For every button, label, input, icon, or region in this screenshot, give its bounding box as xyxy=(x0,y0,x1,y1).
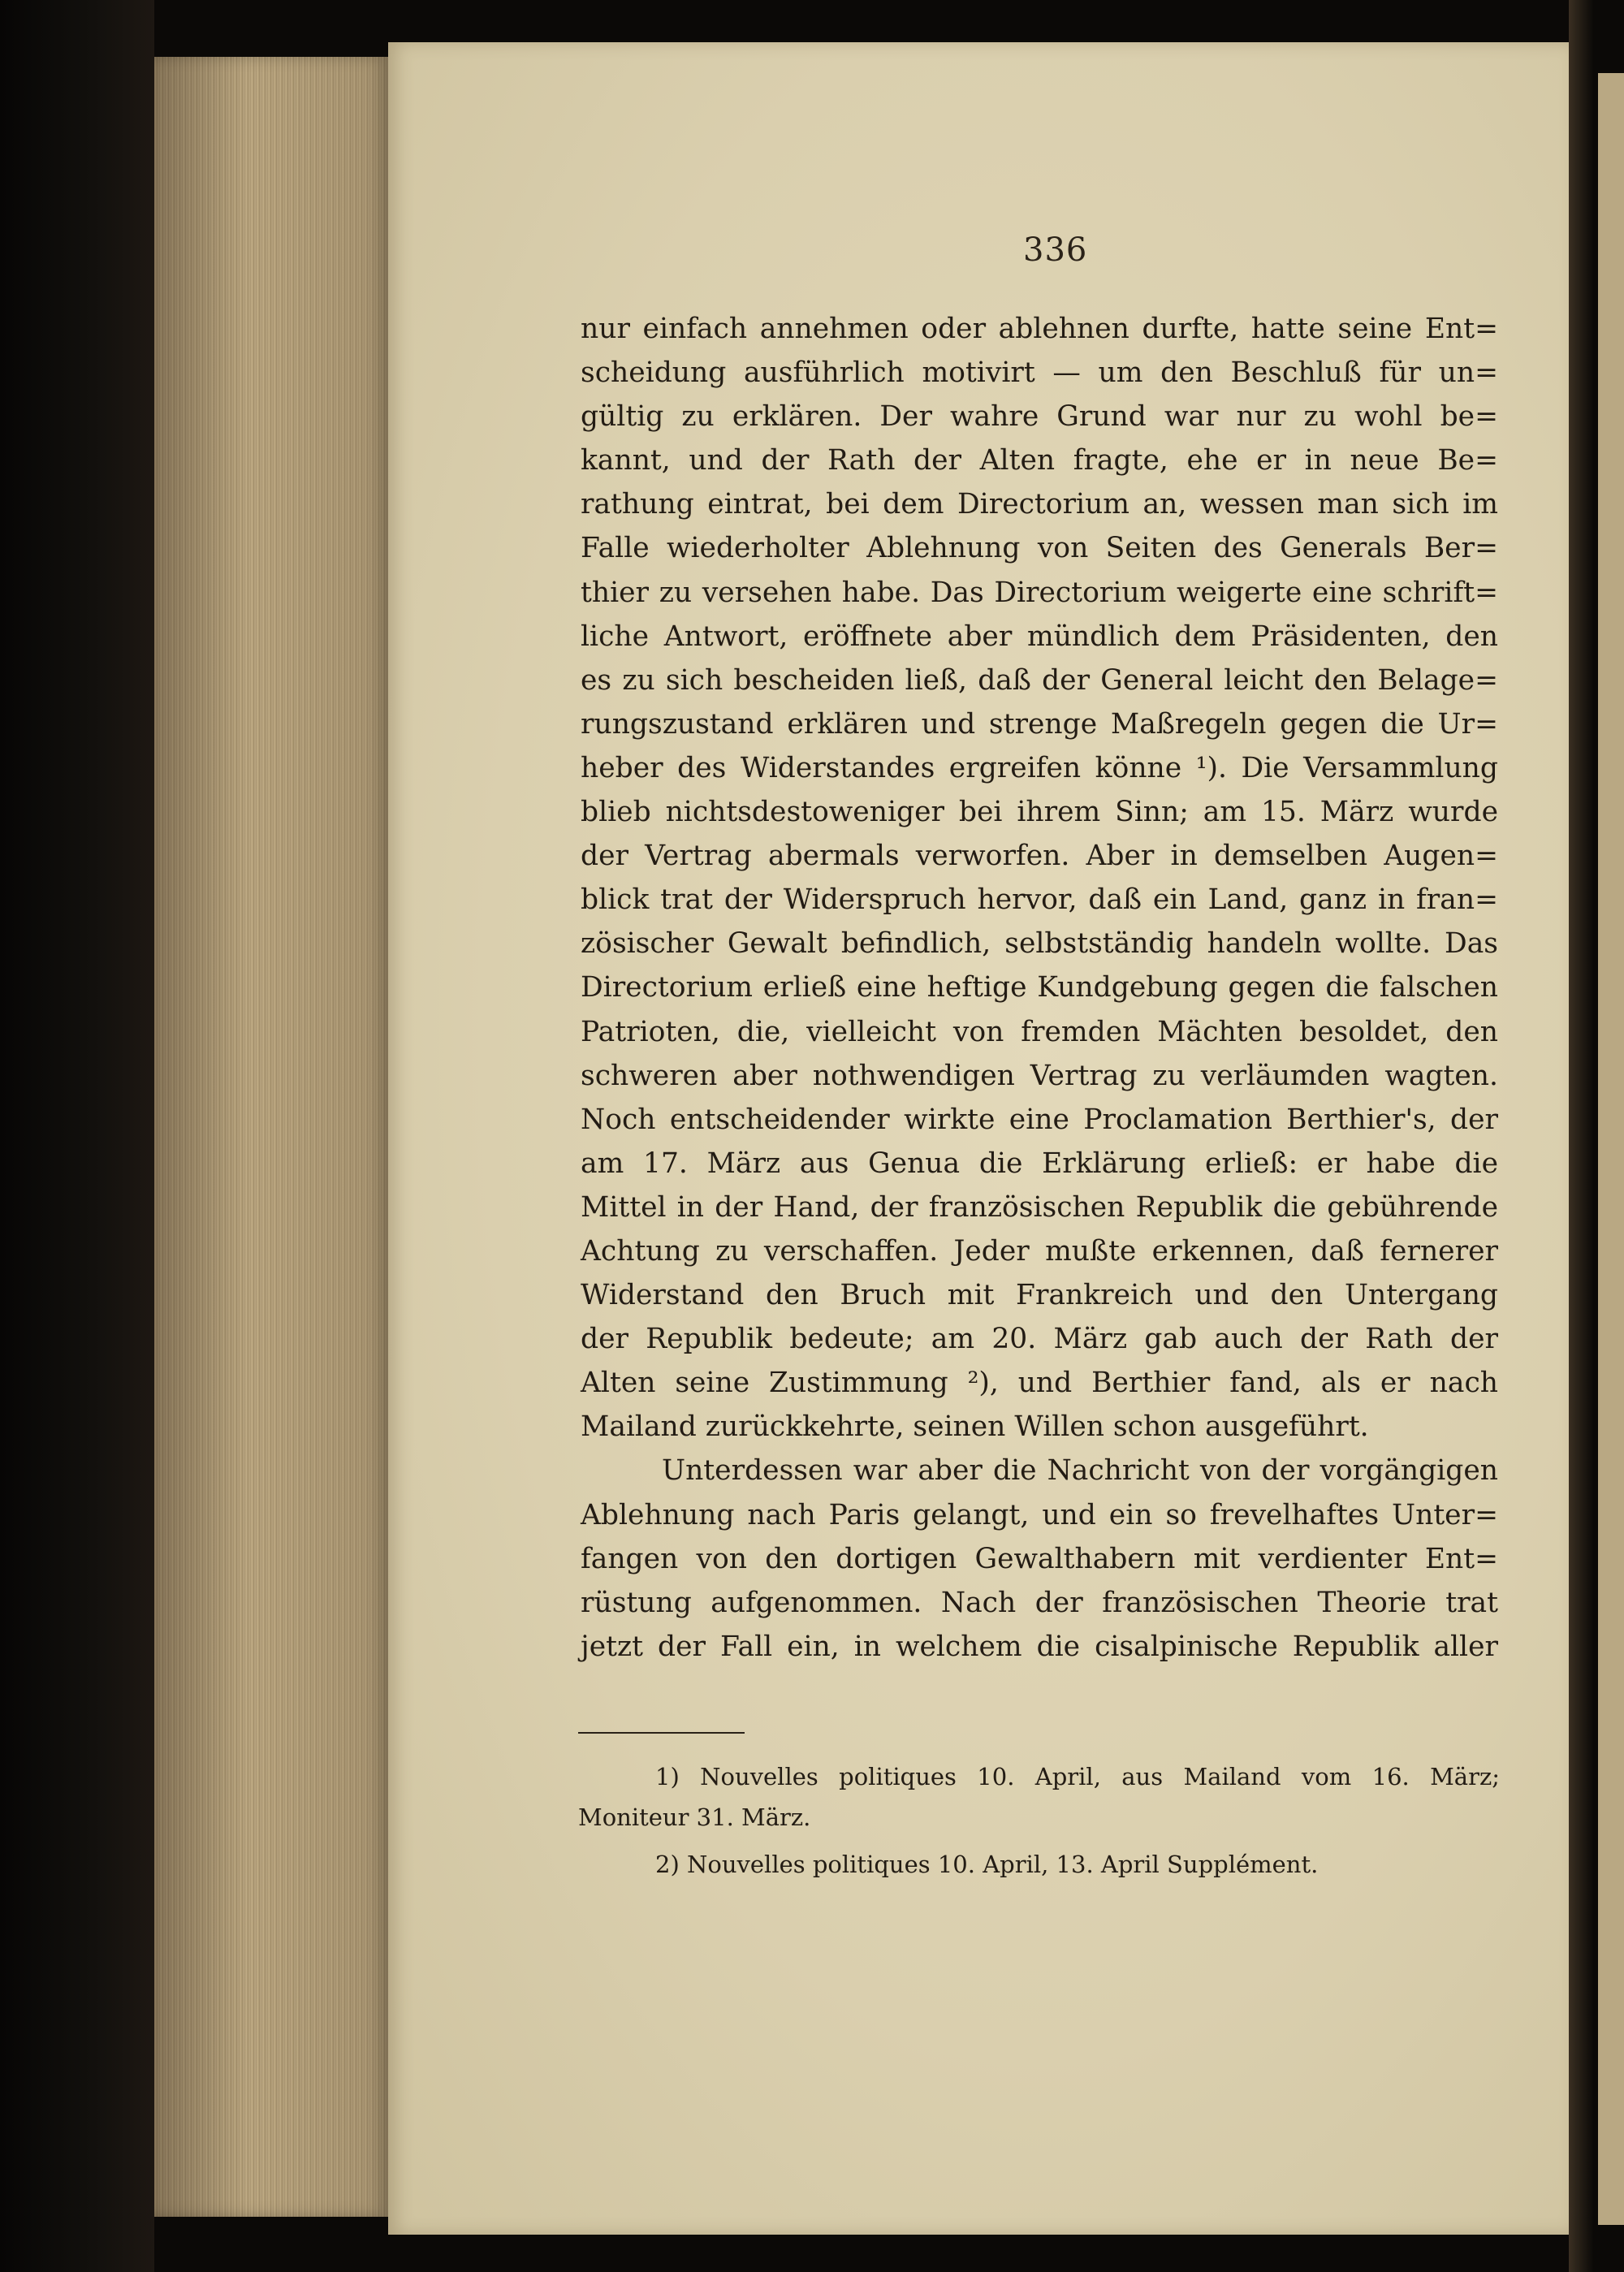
footnote-2: 2) Nouvelles politiques 10. April, 13. April Supplément. xyxy=(655,1851,1319,1878)
text-line: thier zu versehen habe. Das Directorium weigerte eine schrift= xyxy=(581,576,1498,609)
text-line: Mittel in der Hand, der französischen Republik die gebührende xyxy=(581,1190,1498,1224)
text-line: rüstung aufgenommen. Nach der französischen Theorie trat xyxy=(581,1586,1498,1619)
footnote-rule xyxy=(578,1732,745,1734)
text-line: blieb nichtsdestoweniger bei ihrem Sinn; am 15. März wurde xyxy=(581,796,1498,829)
page-fore-edge-shadow xyxy=(154,57,390,2217)
text-line: Widerstand den Bruch mit Frankreich und den Untergang xyxy=(581,1279,1498,1312)
text-line: Ablehnung nach Paris gelangt, und ein so frevelhaftes Unter= xyxy=(581,1498,1498,1531)
text-line: scheidung ausführlich motivirt — um den Beschluß für un= xyxy=(581,356,1498,390)
text-line: Falle wiederholter Ablehnung von Seiten des Generals Ber= xyxy=(581,532,1498,565)
book-cover-edge xyxy=(0,0,154,2272)
text-line: Patrioten, die, vielleicht von fremden Mächten besoldet, den xyxy=(581,1015,1498,1048)
footnote-1-line-2: Moniteur 31. März. xyxy=(578,1803,811,1831)
body-text xyxy=(581,307,1498,1669)
text-line: schweren aber nothwendigen Vertrag zu verläumden wagten. xyxy=(581,1059,1498,1092)
text-line: blick trat der Widerspruch hervor, daß ein Land, ganz in fran= xyxy=(581,883,1498,917)
footnotes xyxy=(578,1756,1500,1885)
text-line: Achtung zu verschaffen. Jeder mußte erkennen, daß fernerer xyxy=(581,1234,1498,1268)
text-line: Mailand zurückkehrte, seinen Willen schon ausgeführt. xyxy=(581,1410,1369,1444)
text-line: zösischer Gewalt befindlich, selbstständig handeln wollte. Das xyxy=(581,927,1498,961)
page-number: 336 xyxy=(1023,231,1088,269)
text-line: am 17. März aus Genua die Erklärung erließ: er habe die xyxy=(581,1147,1498,1180)
text-line: kannt, und der Rath der Alten fragte, ehe er in neue Be= xyxy=(581,444,1498,477)
text-line: Unterdessen war aber die Nachricht von der vorgängigen xyxy=(662,1454,1498,1488)
text-line: liche Antwort, eröffnete aber mündlich dem Präsidenten, den xyxy=(581,620,1498,653)
text-line: jetzt der Fall ein, in welchem die cisalpinische Republik aller xyxy=(581,1630,1498,1663)
text-line: Noch entscheidender wirkte eine Proclamation Berthier's, der xyxy=(581,1103,1498,1136)
text-line: nur einfach annehmen oder ablehnen durfte, hatte seine Ent= xyxy=(581,313,1498,345)
text-line: der Vertrag abermals verworfen. Aber in demselben Augen= xyxy=(581,840,1498,873)
text-line: Directorium erließ eine heftige Kundgebung gegen die falschen xyxy=(581,971,1498,1004)
text-line: heber des Widerstandes ergreifen könne ¹). Die Versammlung xyxy=(581,751,1498,784)
text-line: Alten seine Zustimmung ²), und Berthier fand, als er nach xyxy=(581,1367,1498,1400)
text-line: es zu sich bescheiden ließ, daß der General leicht den Belage= xyxy=(581,663,1498,697)
footnote-1-line-1: 1) Nouvelles politiques 10. April, aus Mailand vom 16. März; xyxy=(655,1763,1500,1790)
text-line: rungszustand erklären und strenge Maßregeln gegen die Ur= xyxy=(581,707,1498,741)
text-line: fangen von den dortigen Gewalthabern mit verdienter Ent= xyxy=(581,1542,1498,1575)
text-line: gültig zu erklären. Der wahre Grund war nur zu wohl be= xyxy=(581,400,1498,434)
text-line: rathung eintrat, bei dem Directorium an, wessen man sich im xyxy=(581,488,1498,521)
text-line: der Republik bedeute; am 20. März gab auch der Rath der xyxy=(581,1323,1498,1356)
facing-page-sliver xyxy=(1598,73,1624,2225)
